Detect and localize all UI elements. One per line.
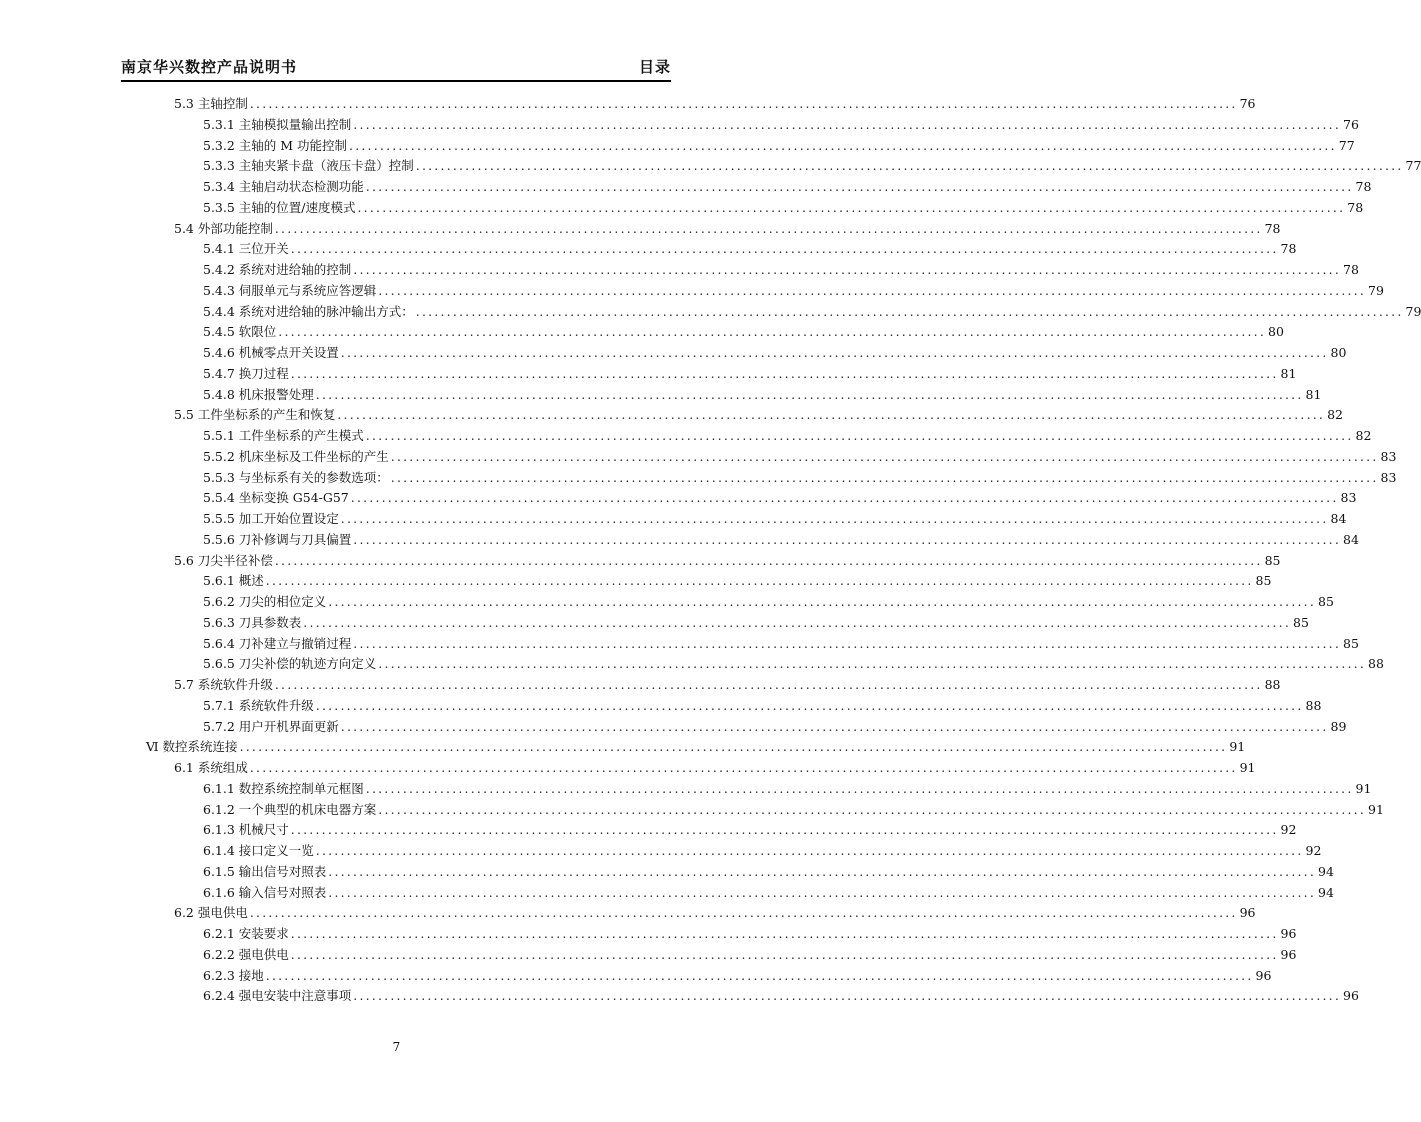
toc-entry[interactable] [203, 364, 1297, 384]
toc-entry-page: 91 [1368, 801, 1384, 817]
toc-entry-page: 78 [1343, 262, 1359, 277]
toc-entry[interactable] [203, 385, 1322, 405]
toc-entry-page: 96 [1343, 988, 1359, 1004]
toc-entry-page: 96 [1280, 946, 1297, 962]
toc-entry-title: 5.4.1 三位开关 [203, 241, 289, 257]
toc-entry[interactable] [146, 737, 1246, 757]
toc-entry-title: 5.7.2 用户开机界面更新 [203, 718, 339, 734]
toc-entry[interactable] [203, 281, 1384, 301]
toc-entry[interactable] [203, 302, 1421, 322]
toc-entry-title: 5.4.7 换刀过程 [203, 365, 289, 381]
toc-leader-dots: ................................................................................................................................................................ [315, 386, 1304, 402]
toc-entry-page: 85 [1264, 552, 1281, 568]
toc-entry-page: 94 [1318, 863, 1334, 879]
toc-entry-title: 5.5.4 坐标变换 G54-G57 [203, 490, 349, 506]
toc-entry[interactable] [203, 322, 1284, 342]
toc-leader-dots: ................................................................................................................................................................ [353, 635, 1342, 651]
toc-leader-dots: ................................................................................................................................................................ [378, 801, 1367, 817]
toc-leader-dots: ................................................................................................................................................................ [337, 407, 1326, 423]
toc-entry[interactable] [174, 94, 1256, 114]
toc-entry[interactable] [203, 945, 1297, 965]
toc-entry[interactable] [203, 447, 1397, 467]
toc-entry-title: 5.3.1 主轴模拟量输出控制 [203, 116, 352, 132]
toc-leader-dots: ................................................................................................................................................................ [274, 220, 1263, 236]
toc-entry-title: 5.5.2 机床坐标及工件坐标的产生 [203, 448, 389, 464]
toc-entry-page: 84 [1343, 531, 1359, 547]
toc-entry-title: 6.2.4 强电安装中注意事项 [203, 988, 352, 1004]
toc-leader-dots: ................................................................................................................................................................ [239, 739, 1228, 755]
toc-entry-page: 83 [1340, 490, 1357, 506]
toc-leader-dots: ................................................................................................................................................................ [349, 137, 1337, 153]
toc-entry-page: 94 [1318, 884, 1334, 900]
toc-leader-dots: ................................................................................................................................................................ [340, 345, 1329, 360]
document-title: 南京华兴数控产品说明书 [121, 58, 298, 76]
toc-entry-title: 6.2.1 安装要求 [203, 926, 289, 941]
toc-leader-dots: ................................................................................................................................................................ [290, 365, 1279, 381]
toc-entry-page: 85 [1318, 594, 1334, 609]
toc-entry-title: 5.4.6 机械零点开关设置 [203, 345, 339, 360]
toc-leader-dots: ................................................................................................................................................................ [315, 697, 1304, 713]
toc-entry-page: 88 [1305, 697, 1322, 713]
toc-entry[interactable] [203, 966, 1272, 986]
toc-entry-title: 6.1.5 输出信号对照表 [203, 863, 327, 879]
toc-entry-page: 80 [1330, 345, 1347, 360]
toc-entry-page: 91 [1239, 760, 1256, 775]
toc-entry-title: 5.5.5 加工开始位置设定 [203, 511, 339, 526]
toc-entry[interactable] [203, 924, 1297, 944]
toc-entry-page: 88 [1264, 677, 1281, 692]
toc-entry-page: 85 [1255, 573, 1272, 589]
toc-entry[interactable] [174, 219, 1281, 239]
toc-entry[interactable] [174, 551, 1281, 571]
toc-entry[interactable] [203, 654, 1384, 674]
toc-entry[interactable] [203, 260, 1359, 280]
toc-entry[interactable] [203, 779, 1372, 799]
toc-entry-page: 82 [1327, 407, 1344, 423]
toc-leader-dots: ................................................................................................................................................................ [353, 116, 1342, 132]
toc-entry-title: 5.3.4 主轴启动状态检测功能 [203, 179, 364, 194]
toc-entry-page: 81 [1305, 386, 1322, 402]
toc-entry[interactable] [174, 675, 1281, 695]
toc-entry-title: 6.1 系统组成 [174, 760, 248, 775]
toc-entry-title: 6.1.3 机械尺寸 [203, 822, 289, 838]
toc-entry[interactable] [203, 115, 1359, 135]
toc-entry[interactable] [203, 136, 1355, 156]
toc-entry-title: 5.6 刀尖半径补偿 [174, 552, 273, 568]
toc-leader-dots: ................................................................................................................................................................ [378, 282, 1367, 298]
toc-leader-dots: ................................................................................................................................................................ [415, 158, 1404, 174]
toc-entry[interactable] [203, 156, 1421, 176]
toc-entry-page: 76 [1239, 96, 1256, 111]
toc-entry-title: 5.4.8 机床报警处理 [203, 386, 314, 402]
toc-leader-dots: ................................................................................................................................................................ [290, 822, 1279, 838]
toc-leader-dots: ................................................................................................................................................................ [365, 780, 1354, 796]
toc-entry[interactable] [203, 509, 1347, 529]
toc-entry-page: 76 [1343, 116, 1359, 132]
toc-leader-dots: ................................................................................................................................................................ [353, 531, 1342, 547]
toc-leader-dots: ................................................................................................................................................................ [274, 677, 1263, 692]
toc-entry-title: 5.7 系统软件升级 [174, 677, 273, 692]
toc-leader-dots: ................................................................................................................................................................ [340, 511, 1329, 526]
toc-entry[interactable] [203, 634, 1359, 654]
toc-entry-page: 96 [1239, 905, 1256, 921]
toc-entry[interactable] [203, 571, 1272, 591]
toc-entry[interactable] [203, 696, 1322, 716]
toc-entry-title: 6.1.6 输入信号对照表 [203, 884, 327, 900]
toc-entry-page: 79 [1405, 303, 1421, 319]
toc-entry-title: 5.5.3 与坐标系有关的参数选项： [203, 469, 389, 485]
toc-entry-page: 78 [1280, 241, 1297, 257]
toc-leader-dots: ................................................................................................................................................................ [265, 967, 1254, 983]
toc-entry-page: 96 [1280, 926, 1297, 941]
toc-entry[interactable] [203, 841, 1322, 861]
toc-entry-page: 78 [1264, 220, 1281, 236]
toc-leader-dots: ................................................................................................................................................................ [353, 988, 1342, 1004]
toc-entry-title: 5.5.6 刀补修调与刀具偏置 [203, 531, 352, 547]
toc-entry[interactable] [203, 468, 1397, 488]
toc-entry-title: 6.2 强电供电 [174, 905, 248, 921]
toc-entry-title: 5.7.1 系统软件升级 [203, 697, 314, 713]
toc-entry-title: 5.4.2 系统对进给轴的控制 [203, 262, 352, 277]
toc-entry-title: 6.2.2 强电供电 [203, 946, 289, 962]
toc-entry[interactable] [174, 405, 1344, 425]
toc-entry-title: 5.3.2 主轴的 M 功能控制 [203, 137, 348, 153]
toc-entry-title: 5.6.2 刀尖的相位定义 [203, 594, 327, 609]
toc-entry-title: 5.4.4 系统对进给轴的脉冲输出方式： [203, 303, 414, 319]
toc-entry[interactable] [203, 717, 1347, 737]
toc-leader-dots: ................................................................................................................................................................ [328, 863, 1317, 879]
toc-entry-title: 6.1.1 数控系统控制单元框图 [203, 780, 364, 796]
page-header [121, 56, 671, 82]
toc-leader-dots: ................................................................................................................................................................ [390, 469, 1379, 485]
toc-leader-dots: ................................................................................................................................................................ [328, 594, 1317, 609]
toc-leader-dots: ................................................................................................................................................................ [353, 262, 1342, 277]
section-title: 目录 [638, 58, 671, 76]
toc-entry-page: 84 [1330, 511, 1347, 526]
toc-entry-title: 5.6.5 刀尖补偿的轨迹方向定义 [203, 656, 377, 672]
toc-entry-title: 5.4 外部功能控制 [174, 220, 273, 236]
toc-entry-page: 82 [1355, 428, 1372, 443]
toc-entry-page: 80 [1268, 324, 1284, 340]
toc-entry-title: 5.4.5 软限位 [203, 324, 277, 340]
toc-entry-page: 78 [1347, 199, 1364, 215]
toc-entry[interactable] [203, 488, 1357, 508]
toc-entry-page: 85 [1293, 614, 1309, 630]
toc-entry-title: 6.2.3 接地 [203, 967, 264, 983]
toc-entry-title: 5.4.3 伺服单元与系统应答逻辑 [203, 282, 377, 298]
toc-entry-page: 88 [1368, 656, 1384, 672]
toc-entry-page: 83 [1380, 448, 1397, 464]
toc-entry-title: 6.1.2 一个典型的机床电器方案 [203, 801, 377, 817]
toc-entry[interactable] [203, 239, 1297, 259]
toc-entry-page: 96 [1255, 967, 1272, 983]
toc-entry-title: 6.1.4 接口定义一览 [203, 843, 314, 858]
toc-entry[interactable] [203, 426, 1372, 446]
toc-entry[interactable] [203, 343, 1347, 363]
toc-entry-title: 5.3.3 主轴夹紧卡盘（液压卡盘）控制 [203, 158, 414, 174]
toc-entry-title: 5.3 主轴控制 [174, 96, 248, 111]
toc-entry[interactable] [203, 820, 1297, 840]
toc-leader-dots: ................................................................................................................................................................ [249, 760, 1238, 775]
toc-entry-title: 5.6.3 刀具参数表 [203, 614, 302, 630]
toc-entry[interactable] [203, 592, 1334, 612]
toc-leader-dots: ................................................................................................................................................................ [378, 656, 1367, 672]
toc-leader-dots: ................................................................................................................................................................ [390, 448, 1379, 464]
toc-entry-title: 5.3.5 主轴的位置/速度模式 [203, 199, 356, 215]
toc-leader-dots: ................................................................................................................................................................ [365, 428, 1354, 443]
toc-entry[interactable] [203, 986, 1359, 1006]
toc-entry[interactable] [203, 613, 1309, 633]
toc-leader-dots: ................................................................................................................................................................ [328, 884, 1317, 900]
toc-entry[interactable] [203, 800, 1384, 820]
toc-leader-dots: ................................................................................................................................................................ [290, 946, 1279, 962]
toc-entry-page: 91 [1229, 739, 1246, 755]
toc-entry[interactable] [174, 903, 1256, 923]
toc-leader-dots: ................................................................................................................................................................ [415, 303, 1404, 319]
toc-entry-page: 81 [1280, 365, 1297, 381]
toc-leader-dots: ................................................................................................................................................................ [340, 718, 1329, 734]
toc-entry-title: 5.5 工件坐标系的产生和恢复 [174, 407, 336, 423]
toc-entry-title: 5.6.4 刀补建立与撤销过程 [203, 635, 352, 651]
page-number: 7 [392, 1040, 401, 1054]
toc-entry-page: 92 [1280, 822, 1297, 838]
toc-entry-page: 91 [1355, 780, 1372, 796]
toc-entry[interactable] [174, 758, 1256, 778]
toc-entry[interactable] [203, 862, 1334, 882]
toc-leader-dots: ................................................................................................................................................................ [290, 241, 1279, 257]
toc-entry-page: 79 [1368, 282, 1384, 298]
toc-leader-dots: ................................................................................................................................................................ [350, 490, 1339, 506]
toc-entry-title: 5.5.1 工件坐标系的产生模式 [203, 428, 364, 443]
toc-leader-dots: ................................................................................................................................................................ [274, 552, 1263, 568]
toc-leader-dots: ................................................................................................................................................................ [249, 96, 1238, 111]
toc-entry-page: 89 [1330, 718, 1347, 734]
toc-entry[interactable] [203, 198, 1364, 218]
toc-entry-page: 77 [1338, 137, 1355, 153]
toc-entry[interactable] [203, 883, 1334, 903]
toc-entry-page: 85 [1343, 635, 1359, 651]
toc-entry[interactable] [203, 530, 1359, 550]
toc-entry-title: Ⅵ 数控系统连接 [146, 739, 238, 755]
toc-leader-dots: ................................................................................................................................................................ [265, 573, 1254, 589]
toc-entry-page: 78 [1355, 179, 1372, 194]
toc-entry-page: 83 [1380, 469, 1397, 485]
toc-leader-dots: ................................................................................................................................................................ [315, 843, 1304, 858]
toc-leader-dots: ................................................................................................................................................................ [278, 324, 1267, 340]
toc-leader-dots: ................................................................................................................................................................ [365, 179, 1354, 194]
toc-entry-page: 92 [1305, 843, 1322, 858]
toc-leader-dots: ................................................................................................................................................................ [357, 199, 1346, 215]
toc-leader-dots: ................................................................................................................................................................ [303, 614, 1292, 630]
toc-leader-dots: ................................................................................................................................................................ [249, 905, 1238, 921]
toc-entry-page: 77 [1405, 158, 1421, 174]
toc-entry-title: 5.6.1 概述 [203, 573, 264, 589]
toc-leader-dots: ................................................................................................................................................................ [290, 926, 1279, 941]
toc-entry[interactable] [203, 177, 1372, 197]
